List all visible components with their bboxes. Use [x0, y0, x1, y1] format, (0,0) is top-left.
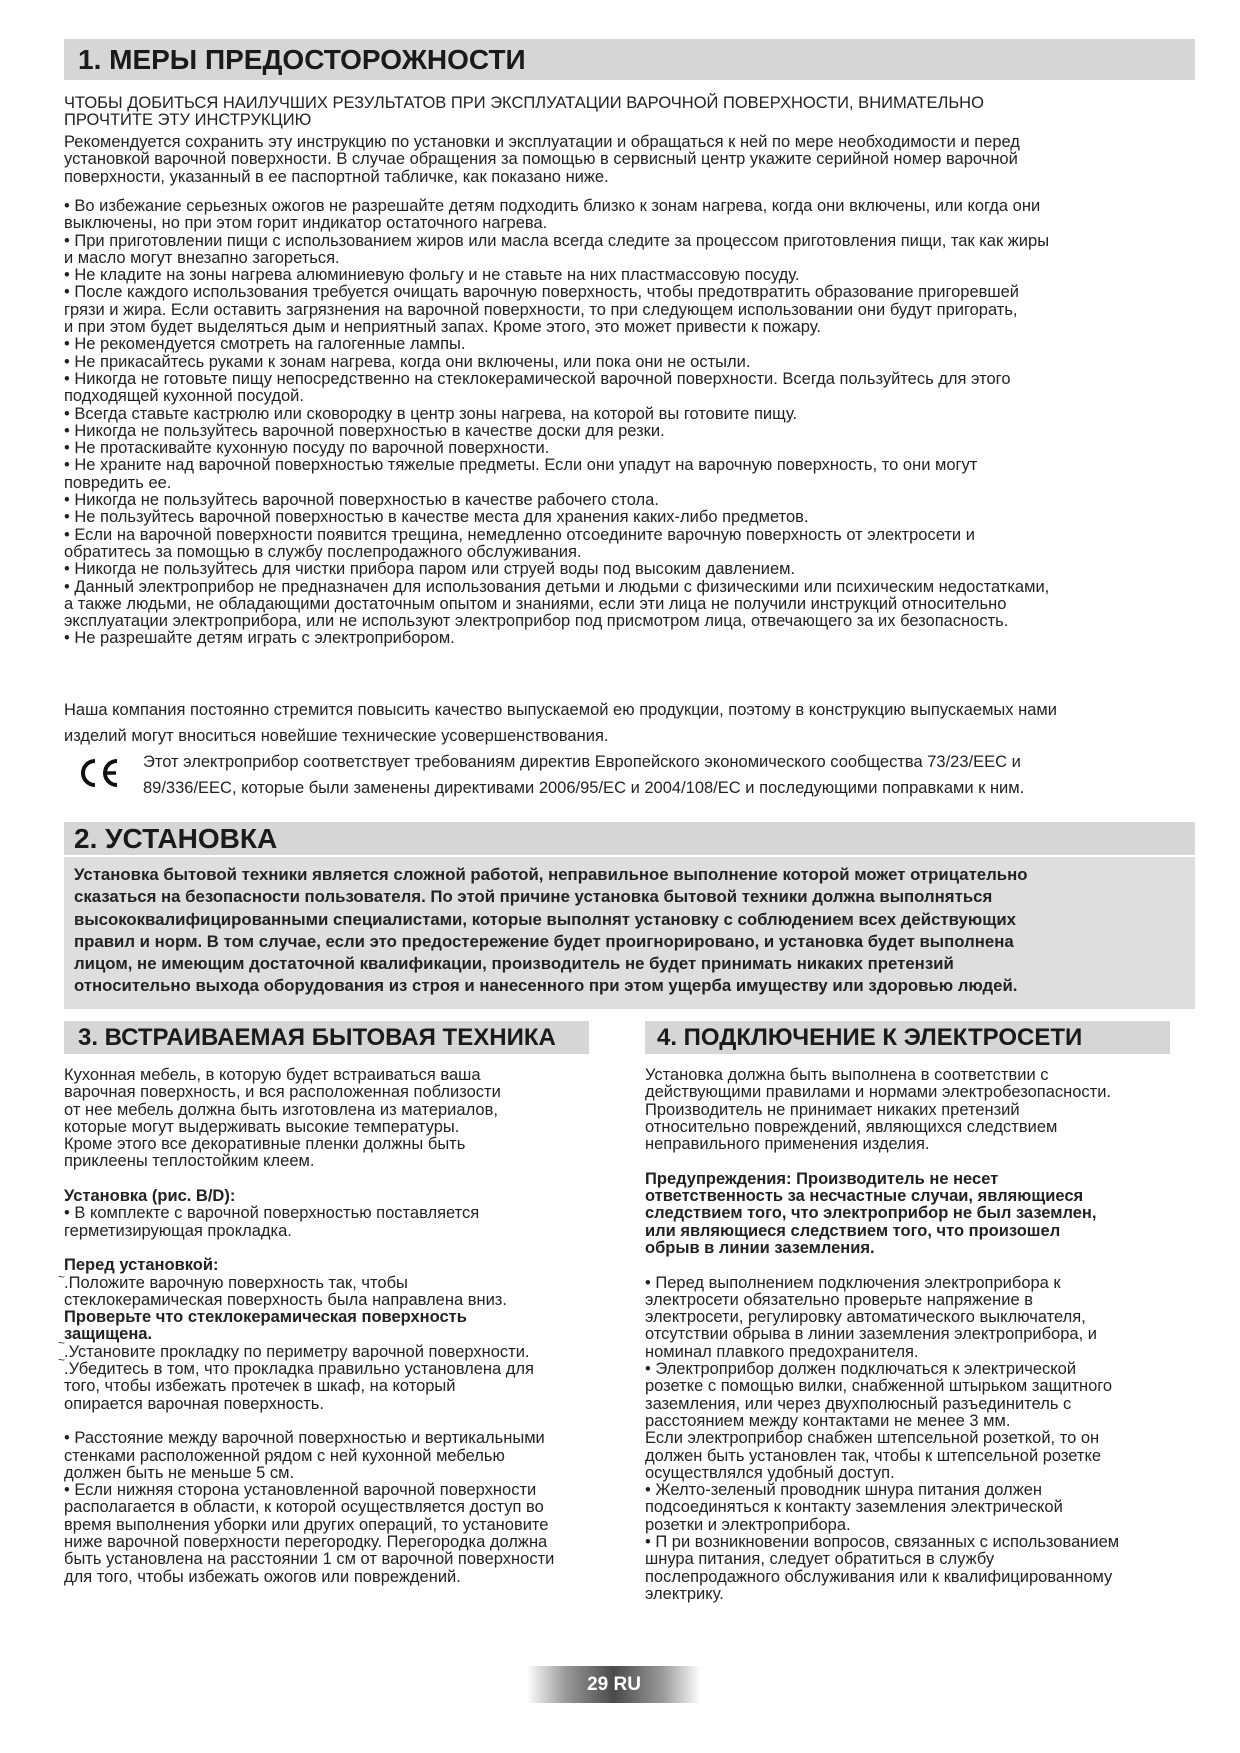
text-line: розетки и электроприбора. [645, 1515, 851, 1534]
text-line: электросети, регулировку автоматического выключателя, [645, 1308, 1086, 1327]
text-line: Кухонная мебель, в которую будет встраиваться ваша [64, 1066, 481, 1084]
text-line: высококвалифицированными специалистами, которые выполнят установку с соблюдением всех действующих [74, 909, 1017, 929]
text-line: • Не рекомендуется смотреть на галогенные лампы. [64, 335, 466, 354]
text-line: лицом, не имеющим достаточной квалификации, производитель не будет принимать никаких претензий [74, 954, 954, 974]
text-line: заземления, или через двухполюсный разъединитель с [645, 1394, 1072, 1413]
s4-standards-paragraph [645, 1067, 1193, 1153]
s4-warning [645, 1171, 1193, 1257]
text-line: • Не пользуйтесь варочной поверхностью в качестве места для хранения каких-либо предметов. [64, 508, 809, 527]
text-line: защищена. [64, 1325, 153, 1344]
text-line: • Электроприбор должен подключаться к электрической [645, 1360, 1077, 1379]
text-line: и при этом будет выделяться дым и неприятный запах. Кроме этого, это может привести к пожару. [64, 318, 821, 337]
text-line: следствием того, что электроприбор не был заземлен, [645, 1204, 1097, 1223]
text-line: повредить ее. [64, 473, 172, 492]
text-line: Предупреждения: Производитель не несет [645, 1169, 999, 1188]
s3-check-lines [64, 1309, 629, 1344]
text-line: должен быть установлен так, чтобы к штепсельной розетке [645, 1446, 1102, 1465]
s4-bullets [645, 1275, 1193, 1604]
section-2-heading: 2. УСТАНОВКА [64, 822, 1195, 855]
text-line: розетке с помощью вилки, снабженной штырьком защитного [645, 1377, 1113, 1396]
text-line: • Расстояние между варочной поверхностью и вертикальными [64, 1429, 545, 1448]
section-3-body [58, 1066, 629, 1586]
text-line: должен быть не меньше 5 см. [64, 1463, 295, 1482]
section-1-safety-bullets [64, 198, 1194, 648]
text-line: грязи и жира. Если оставить загрязнения на варочной поверхности, то при следующем использовании они будут пригорать, [64, 300, 1018, 319]
text-line: выключены, но при этом горит индикатор остаточного нагрева. [64, 214, 548, 233]
text-line: Установка бытовой техники является сложной работой, неправильное выполнение которой может отрицательно [74, 865, 1028, 884]
section-1-intro [64, 95, 1194, 130]
text-line: подходящей кухонной посудой. [64, 387, 304, 406]
tilde-mark: ~ [58, 1352, 66, 1367]
text-line: • Желто-зеленый проводник шнура питания должен [645, 1481, 1043, 1500]
section-1-company-note [64, 698, 1194, 749]
text-line: стеклокерамическая поверхность была направлена вниз. [64, 1290, 507, 1309]
tilde-mark: ~ [58, 1336, 66, 1351]
text-line: от нее мебель должна быть изготовлена из материалов, [64, 1100, 498, 1119]
text-line: • Во избежание серьезных ожогов не разрешайте детям подходить близко к зонам нагрева, когда они включены, или когда они [64, 197, 1041, 215]
text-line: • Не храните над варочной поверхностью тяжелые предметы. Если они упадут на варочную поверхность, то они могут [64, 456, 978, 475]
text-line: • Никогда не готовьте пищу непосредственно на стеклокерамической варочной поверхности. Всегда пользуйтесь для этого [64, 369, 1011, 388]
text-line: электрику. [645, 1584, 724, 1603]
s3-before-lines-1 [64, 1275, 629, 1310]
text-line: шнура питания, следует обратиться в службу [645, 1550, 995, 1569]
text-line: Проверьте что стеклокерамическая поверхность [64, 1308, 467, 1327]
text-line: подсоединяться к контакту заземления электрической [645, 1498, 1063, 1517]
installation-warning-text [74, 864, 1184, 998]
text-line: относительно повреждений, являющихся следствием [645, 1117, 1058, 1136]
text-line: электросети обязательно проверьте напряжение в [645, 1290, 1033, 1309]
ce-mark-icon [76, 758, 120, 788]
text-line: опирается варочная поверхность. [64, 1394, 324, 1413]
text-line: стенками расположенной рядом с ней кухонной мебелью [64, 1446, 505, 1465]
text-line: обрыв в линии заземления. [645, 1238, 875, 1257]
text-line: .Положите варочную поверхность так, чтобы [64, 1273, 408, 1292]
text-line: Этот электроприбор соответствует требованиям директив Европейского экономического сообщества 73/23/EEC и [143, 753, 1021, 771]
text-line: номинал плавкого предохранителя. [645, 1342, 919, 1361]
text-line: правил и норм. В том случае, если это предостережение будет проигнорировано, и установка будет выполнена [74, 931, 1014, 951]
section-3-heading: 3. ВСТРАИВАЕМАЯ БЫТОВАЯ ТЕХНИКА [64, 1021, 589, 1054]
text-line: располагается в области, к которой осуществляется доступ во [64, 1498, 544, 1517]
text-line: обратитесь за помощью в службу послепродажного обслуживания. [64, 542, 582, 561]
page-number: 29 RU [527, 1666, 701, 1703]
text-line: • Не протаскивайте кухонную посуду по варочной поверхности. [64, 439, 550, 458]
text-line: • Всегда ставьте кастрюлю или сковородку в центр зоны нагрева, на которой вы готовите пищу. [64, 404, 798, 423]
s3-install-title: Установка (рис. B/D): [64, 1187, 236, 1206]
s3-before-title: Перед установкой: [64, 1256, 219, 1275]
text-line: а также людьми, не обладающими достаточным опытом и знаниями, если эти лица не получили инструкций относительно [64, 594, 1007, 613]
text-line: осуществлялся удобный доступ. [645, 1463, 895, 1482]
text-line: Кроме этого все декоративные пленки должны быть [64, 1135, 466, 1154]
text-line: • Если нижняя сторона установленной варочной поверхности [64, 1481, 537, 1500]
s3-before-lines-2 [64, 1344, 629, 1413]
text-line: • П ри возникновении вопросов, связанных с использованием [645, 1533, 1120, 1552]
text-line: • Не кладите на зоны нагрева алюминиевую фольгу и не ставьте на них пластмассовую посуду. [64, 266, 800, 285]
section-4-body [645, 1067, 1193, 1603]
text-line: • После каждого использования требуется очищать варочную поверхность, чтобы предотвратить образование пригоревшей [64, 283, 1020, 302]
text-line: • Данный электроприбор не предназначен для использования детьми и людьми с физическими или психическим недостатками, [64, 577, 1050, 596]
text-line: и масло могут внезапно загореться. [64, 248, 340, 267]
text-line: сказаться на безопасности пользователя. По этой причине установка бытовой техники должна выполняться [74, 887, 993, 907]
text-line: • При приготовлении пищи с использованием жиров или масла всегда следите за процессом приготовления пищи, так как жиры [64, 231, 1050, 250]
section-1-heading: 1. МЕРЫ ПРЕДОСТОРОЖНОСТИ [64, 39, 1195, 80]
text-line: • Никогда не пользуйтесь для чистки прибора паром или струей воды под высоким давлением. [64, 560, 796, 579]
text-line: • Не прикасайтесь руками к зонам нагрева, когда они включены, или пока они не остыли. [64, 352, 751, 371]
text-line: • Не разрешайте детям играть с электроприбором. [64, 629, 455, 648]
text-line: .Убедитесь в том, что прокладка правильно установлена для [64, 1360, 534, 1379]
text-line: Рекомендуется сохранить эту инструкцию по установки и эксплуатации и обращаться к ней по мере необходимости и перед [64, 133, 1020, 151]
text-line: герметизирующая прокладка. [64, 1221, 292, 1240]
text-line: ответственность за несчастные случаи, являющиеся [645, 1187, 1084, 1206]
section-4-heading: 4. ПОДКЛЮЧЕНИЕ К ЭЛЕКТРОСЕТИ [645, 1021, 1170, 1054]
text-line: Производитель не принимает никаких претензий [645, 1100, 1020, 1119]
text-line: • Если на варочной поверхности появится трещина, немедленно отсоедините варочную поверхность от электросети и [64, 525, 975, 544]
text-line: ЧТОБЫ ДОБИТЬСЯ НАИЛУЧШИХ РЕЗУЛЬТАТОВ ПРИ ЭКСПЛУАТАЦИИ ВАРОЧНОЙ ПОВЕРХНОСТИ, ВНИМАТЕЛЬНО [64, 94, 984, 112]
text-line: поверхности, указанный в ее паспортной табличке, как показано ниже. [64, 167, 609, 186]
text-line: неправильного применения изделия. [645, 1135, 930, 1154]
text-line: Установка должна быть выполнена в соответствии с [645, 1066, 1049, 1084]
text-line: 89/336/EEC, которые были заменены директивами 2006/95/EC и 2004/108/EC и последующими поправками к ним. [143, 778, 1025, 797]
text-line: ПРОЧТИТЕ ЭТУ ИНСТРУКЦИЮ [64, 111, 312, 130]
text-line: Если электроприбор снабжен штепсельной розеткой, то он [645, 1429, 1100, 1448]
text-line: эксплуатации электроприбора, или не используют электроприбор под присмотром лица, отвечающего за их безопасность. [64, 612, 1009, 631]
text-line: • Никогда не пользуйтесь варочной поверхностью в качестве доски для резки. [64, 421, 665, 440]
text-line: приклеены теплостойким клеем. [64, 1152, 315, 1171]
text-line: Наша компания постоянно стремится повысить качество выпускаемой ею продукции, поэтому в конструкцию выпускаемых нами [64, 701, 1057, 719]
section-1-recommendation [64, 134, 1194, 186]
text-line: действующими правилами и нормами электробезопасности. [645, 1083, 1112, 1102]
text-line: установкой варочной поверхности. В случае обращения за помощью в сервисный центр укажите серийной номер варочной [64, 150, 1018, 169]
s3-furniture-paragraph [64, 1067, 629, 1171]
text-line: • Перед выполнением подключения электроприбора к [645, 1273, 1061, 1292]
text-line: того, чтобы избежать протечек в шкаф, на который [64, 1377, 456, 1396]
text-line: относительно выхода оборудования из строя и нанесенного при этом ущерба имуществу или здоровью людей. [74, 976, 1018, 996]
s3-distance-lines [64, 1430, 629, 1586]
text-line: время выполнения уборки или других операций, то установите [64, 1515, 549, 1534]
text-line: послепродажного обслуживания или к квалифицированному [645, 1567, 1113, 1586]
text-line: или являющиеся следствием того, что произошел [645, 1221, 1061, 1240]
text-line: изделий могут вноситься новейшие технические усовершенствования. [64, 726, 609, 745]
text-line: варочная поверхность, и вся расположенная поблизости [64, 1083, 501, 1102]
text-line: ниже варочной поверхности перегородку. Перегородка должна [64, 1533, 548, 1552]
text-line: которые могут выдерживать высокие температуры. [64, 1117, 460, 1136]
text-line: расстоянием между контактами не менее 3 мм. [645, 1411, 1011, 1430]
text-line: отсутствии обрыва в линии заземления электроприбора, и [645, 1325, 1097, 1344]
text-line: • Никогда не пользуйтесь варочной поверхностью в качестве рабочего стола. [64, 491, 659, 510]
s3-install-lines [64, 1205, 629, 1240]
text-line: • В комплекте с варочной поверхностью поставляется [64, 1204, 480, 1223]
text-line: быть установлена на расстоянии 1 см от варочной поверхности [64, 1550, 555, 1569]
tilde-mark: ~ [58, 1270, 66, 1285]
text-line: для того, чтобы избежать ожогов или повреждений. [64, 1567, 461, 1586]
text-line: .Установите прокладку по периметру варочной поверхности. [64, 1342, 530, 1361]
ce-conformity-text [143, 750, 1153, 801]
